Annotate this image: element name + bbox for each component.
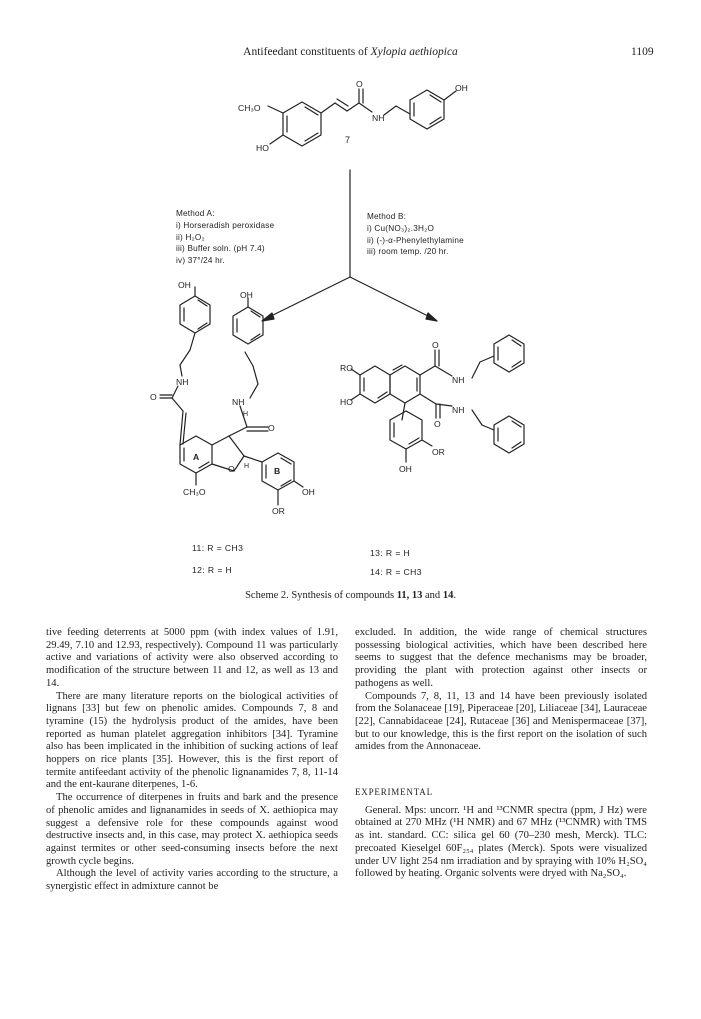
method-a-step: iii) Buffer soln. (pH 7.4)	[176, 244, 265, 254]
h-label-left-2: H	[244, 463, 250, 470]
nh-label-7: NH	[372, 113, 385, 123]
ho-label-7: HO	[256, 143, 269, 153]
nh-label-left-1: NH	[176, 377, 189, 387]
or-label-left: OR	[272, 506, 285, 516]
left-column	[46, 627, 338, 894]
paragraph: tive feeding deterrents at 5000 ppm (with index values of 1.91, 29.49, 7.10 and 12.93, respectively). Compound 11 was particularly active and variations of activity were also observed according to modification of the structure between 11 and 12, as well as 13 and 14.	[46, 627, 338, 689]
paragraph: There are many literature reports on the biological activities of lignans [33] but few on phenolic amides. Compounds 7, 8 and tyramine (15) the hydrolysis product of the amides, have been reported as human platelet aggregation inhibitors [34]. Tyramine also has been implicated in the inhibition of sucking actions of leaf hoppers on rice plants [35]. However, this is the first report of termite antifeedant activity of the phenolic lignanamides 7, 8, 11-14 and the ent-kaurane diterpenes, 1-6.	[46, 690, 338, 791]
compound-7-number: 7	[345, 135, 351, 145]
method-b-step: i) Cu(NO₃)₂.3H₂O	[367, 223, 435, 233]
och3-label-7: CH₃O	[238, 103, 261, 113]
paragraph: Although the level of activity varies according to the structure, a synergistic effect in admixture cannot be	[46, 868, 338, 893]
o-label-7: O	[356, 79, 363, 89]
method-b-conditions	[367, 211, 464, 258]
ch3o-label-left: CH₃O	[183, 487, 206, 497]
paragraph: General. Mps: uncorr. ¹H and ¹³CNMR spectra (ppm, J Hz) were obtained at 270 MHz (¹H NMR) and 67 MHz (¹³CNMR) with TMS as int. standard. CC: silica gel 60 (70–230 mesh, Merck). TLC: precoated Kieselgel 60F₂₅₄ plates (Merck). Spots were visualized under UV light 254 nm irradiation and by spraying with 10% H₂SO₄ followed by heating. Organic solvents were dryed with Na₂SO₄.	[355, 804, 647, 880]
method-a-step: ii) H₂O₂	[176, 232, 205, 242]
compound-13-14-structure	[351, 335, 524, 462]
scheme-caption: Scheme 2. Synthesis of compounds 11, 13 and 14.	[245, 590, 456, 601]
right-column	[355, 627, 647, 881]
oh-label-7: OH	[455, 83, 468, 93]
ring-b-label: B	[274, 466, 281, 476]
nh-label-right-1: NH	[452, 375, 465, 385]
h-label-left-1: H	[243, 411, 249, 418]
method-a-step: i) Horseradish peroxidase	[176, 220, 275, 230]
oh-label-left-b: OH	[302, 487, 315, 497]
method-a-title: Method A:	[176, 209, 215, 218]
o-label-right-2: O	[434, 419, 441, 429]
ro-label-right: RO	[340, 363, 353, 373]
oh-label-right: OH	[399, 464, 412, 474]
o-label-left-2: O	[268, 423, 275, 433]
page-number: 1109	[631, 46, 654, 58]
method-a-conditions	[176, 208, 274, 267]
oh-label-left-mid: OH	[240, 290, 253, 300]
nh-label-left-2: NH	[232, 397, 245, 407]
compound-7-structure	[268, 89, 456, 146]
nh-label-right-2: NH	[452, 405, 465, 415]
method-a-step: iv) 37°/24 hr.	[176, 256, 225, 266]
running-header: Antifeedant constituents of Xylopia aethiopica	[243, 46, 458, 58]
paragraph: excluded. In addition, the wide range of chemical structures possessing biological activities, which have been described here seems to suggest that the defence mechanisms may be broader, providing the plant with protection against other insects or pathogens as well.	[355, 627, 647, 689]
method-b-title: Method B:	[367, 212, 407, 221]
compound-14-label: 14: R = CH3	[370, 567, 422, 577]
method-b-step: ii) (-)-α-Phenylethylamine	[367, 235, 464, 245]
oh-label-left-top: OH	[178, 280, 191, 290]
o-label-right-1: O	[432, 340, 439, 350]
ring-a-label: A	[193, 452, 200, 462]
compound-11-label: 11: R = CH3	[192, 543, 244, 553]
paragraph: The occurrence of diterpenes in fruits and bark and the presence of phenolic amides and lignanamides in seeds of X. aethiopica may suggest a defensive role for these compounds against wood destructive insects and, in this case, may protect X. aethiopica seeds against termites or other seed-consuming insects before the next growth cycle begins.	[46, 792, 338, 867]
o-label-left-1: O	[150, 392, 157, 402]
or-label-right: OR	[432, 447, 445, 457]
section-heading: EXPERIMENTAL	[355, 787, 433, 798]
paragraph: Compounds 7, 8, 11, 13 and 14 have been previously isolated from the Solanaceae [19], Piperaceae [20], Liliaceae [34], Lauraceae [22], Cannabidaceae [24], Rutaceae [36] and Menispermaceae [37], but to our knowledge, this is the first report on the isolation of such amides from the Annonaceae.	[355, 690, 647, 753]
ho-label-right: HO	[340, 397, 353, 407]
o-label-ring: O	[228, 464, 235, 474]
method-b-step: iii) room temp. /20 hr.	[367, 247, 449, 257]
compound-12-label: 12: R = H	[192, 565, 233, 575]
compound-13-label: 13: R = H	[370, 548, 411, 558]
reaction-scheme	[0, 70, 701, 590]
